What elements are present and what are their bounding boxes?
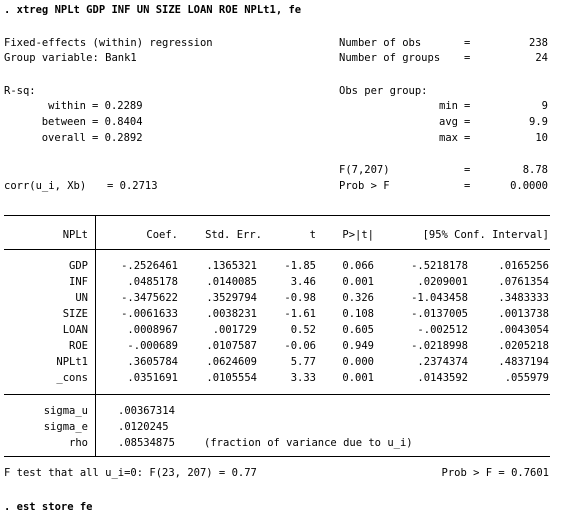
row-p: 0.108 bbox=[342, 308, 374, 320]
row-p: 0.066 bbox=[342, 260, 374, 272]
row-var: GDP bbox=[69, 260, 88, 272]
nobs-label: Number of obs bbox=[339, 37, 422, 49]
row-coef: .0008967 bbox=[127, 324, 178, 336]
table-header-rule bbox=[4, 249, 550, 250]
min-eq: = bbox=[464, 100, 471, 112]
between-label: between bbox=[41, 116, 86, 128]
sigma-e-label: sigma_e bbox=[43, 421, 88, 433]
row-ci-lo: .0209001 bbox=[417, 276, 468, 288]
rsq-label: R-sq: bbox=[4, 85, 36, 97]
row-ci-lo: -.002512 bbox=[417, 324, 468, 336]
row-p: 0.949 bbox=[342, 340, 374, 352]
f-stat-eq: = bbox=[464, 164, 471, 176]
row-t: 3.33 bbox=[290, 372, 316, 384]
rho-label: rho bbox=[69, 437, 88, 449]
col-header-se: Std. Err. bbox=[205, 229, 262, 241]
row-ci-hi: .0761354 bbox=[498, 276, 549, 288]
prob-f-eq: = bbox=[464, 180, 471, 192]
min-label: min bbox=[439, 100, 458, 112]
col-header-p: P>|t| bbox=[342, 229, 374, 241]
ngroups-value: 24 bbox=[535, 52, 548, 64]
table-top-rule bbox=[4, 215, 550, 216]
row-se: .3529794 bbox=[206, 292, 257, 304]
within-value: = 0.2289 bbox=[92, 100, 143, 112]
sigma-u-value: .00367314 bbox=[118, 405, 175, 417]
row-ci-hi: .3483333 bbox=[498, 292, 549, 304]
group-variable: Group variable: Bank1 bbox=[4, 52, 137, 64]
corr-label: corr(u_i, Xb) bbox=[4, 180, 87, 192]
row-t: -0.06 bbox=[284, 340, 316, 352]
row-t: -0.98 bbox=[284, 292, 316, 304]
row-var: LOAN bbox=[62, 324, 88, 336]
row-ci-hi: .4837194 bbox=[498, 356, 549, 368]
row-ci-lo: -1.043458 bbox=[411, 292, 468, 304]
next-command-line: . est store fe bbox=[4, 501, 93, 513]
avg-label: avg bbox=[439, 116, 458, 128]
row-var: ROE bbox=[69, 340, 88, 352]
between-value: = 0.8404 bbox=[92, 116, 143, 128]
max-eq: = bbox=[464, 132, 471, 144]
row-var: SIZE bbox=[62, 308, 88, 320]
row-t: 3.46 bbox=[290, 276, 316, 288]
table-bottom-rule bbox=[4, 456, 550, 457]
row-ci-hi: .0043054 bbox=[498, 324, 549, 336]
row-se: .0107587 bbox=[206, 340, 257, 352]
row-var: UN bbox=[75, 292, 88, 304]
f-test-line: F test that all u_i=0: F(23, 207) = 0.77 bbox=[4, 467, 257, 479]
row-p: 0.326 bbox=[342, 292, 374, 304]
row-p: 0.000 bbox=[342, 356, 374, 368]
rho-note: (fraction of variance due to u_i) bbox=[204, 437, 413, 449]
col-header-var: NPLt bbox=[62, 229, 88, 241]
row-t: 5.77 bbox=[290, 356, 316, 368]
f-stat-value: 8.78 bbox=[522, 164, 548, 176]
row-se: .0624609 bbox=[206, 356, 257, 368]
row-se: .001729 bbox=[212, 324, 257, 336]
row-se: .1365321 bbox=[206, 260, 257, 272]
row-var: NPLt1 bbox=[56, 356, 88, 368]
prob-f-value: 0.0000 bbox=[510, 180, 548, 192]
row-var: _cons bbox=[56, 372, 88, 384]
row-se: .0105554 bbox=[206, 372, 257, 384]
row-p: 0.001 bbox=[342, 372, 374, 384]
row-coef: -.2526461 bbox=[121, 260, 178, 272]
max-label: max bbox=[439, 132, 458, 144]
row-se: .0038231 bbox=[206, 308, 257, 320]
ngroups-label: Number of groups bbox=[339, 52, 441, 64]
sigma-u-label: sigma_u bbox=[43, 405, 88, 417]
row-t: 0.52 bbox=[290, 324, 316, 336]
avg-eq: = bbox=[464, 116, 471, 128]
avg-value: 9.9 bbox=[529, 116, 548, 128]
ngroups-eq: = bbox=[464, 52, 471, 64]
row-coef: .0351691 bbox=[127, 372, 178, 384]
row-ci-lo: .0143592 bbox=[417, 372, 468, 384]
row-p: 0.605 bbox=[342, 324, 374, 336]
row-coef: -.3475622 bbox=[121, 292, 178, 304]
row-ci-hi: .0013738 bbox=[498, 308, 549, 320]
command-line: . xtreg NPLt GDP INF UN SIZE LOAN ROE NPLt1, fe bbox=[4, 4, 302, 16]
overall-label: overall bbox=[41, 132, 86, 144]
rho-value: .08534875 bbox=[118, 437, 175, 449]
row-ci-lo: -.0218998 bbox=[411, 340, 468, 352]
obs-per-group-label: Obs per group: bbox=[339, 85, 428, 97]
sigma-e-value: .0120245 bbox=[118, 421, 169, 433]
table-column-divider bbox=[95, 215, 96, 456]
row-p: 0.001 bbox=[342, 276, 374, 288]
min-value: 9 bbox=[541, 100, 548, 112]
f-stat-label: F(7,207) bbox=[339, 164, 390, 176]
col-header-ci: [95% Conf. Interval] bbox=[422, 229, 549, 241]
row-var: INF bbox=[69, 276, 88, 288]
row-ci-hi: .0165256 bbox=[498, 260, 549, 272]
col-header-coef: Coef. bbox=[146, 229, 178, 241]
regression-title: Fixed-effects (within) regression bbox=[4, 37, 213, 49]
prob-f-label: Prob > F bbox=[339, 180, 390, 192]
nobs-eq: = bbox=[464, 37, 471, 49]
row-t: -1.61 bbox=[284, 308, 316, 320]
row-coef: .0485178 bbox=[127, 276, 178, 288]
nobs-value: 238 bbox=[529, 37, 548, 49]
f-test-prob: Prob > F = 0.7601 bbox=[441, 467, 549, 479]
row-ci-lo: .2374374 bbox=[417, 356, 468, 368]
within-label: within bbox=[48, 100, 86, 112]
col-header-t: t bbox=[309, 229, 316, 241]
row-coef: -.0061633 bbox=[121, 308, 178, 320]
row-coef: -.000689 bbox=[127, 340, 178, 352]
row-ci-lo: -.0137005 bbox=[411, 308, 468, 320]
row-ci-hi: .055979 bbox=[504, 372, 549, 384]
overall-value: = 0.2892 bbox=[92, 132, 143, 144]
max-value: 10 bbox=[535, 132, 548, 144]
row-ci-lo: -.5218178 bbox=[411, 260, 468, 272]
row-se: .0140085 bbox=[206, 276, 257, 288]
row-coef: .3605784 bbox=[127, 356, 178, 368]
table-body-rule bbox=[4, 394, 550, 395]
row-ci-hi: .0205218 bbox=[498, 340, 549, 352]
row-t: -1.85 bbox=[284, 260, 316, 272]
corr-value: = 0.2713 bbox=[107, 180, 158, 192]
